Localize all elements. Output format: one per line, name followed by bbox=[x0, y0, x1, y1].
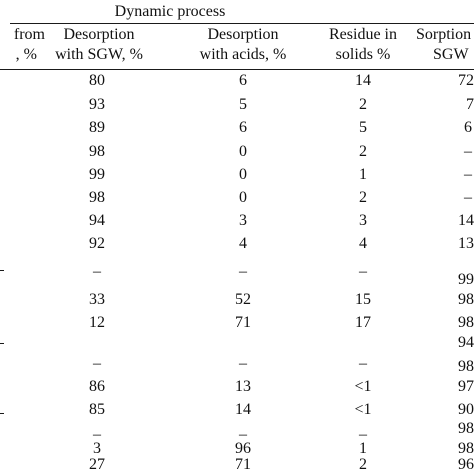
cell-acids: 4 bbox=[239, 235, 247, 252]
cell-residue: – bbox=[359, 355, 367, 372]
cell-residue: – bbox=[359, 426, 367, 443]
cell-sgw: 89 bbox=[89, 119, 105, 136]
cell-sgw: 98 bbox=[89, 143, 105, 160]
table-row bbox=[0, 291, 474, 311]
cell-sgw: 3 bbox=[93, 440, 101, 457]
cell-sorption: 14 bbox=[458, 212, 474, 229]
cell-residue: 2 bbox=[359, 456, 367, 473]
cell-residue: 2 bbox=[359, 143, 367, 160]
cell-sorption: – bbox=[464, 143, 472, 160]
cell-sorption: 90 bbox=[458, 401, 474, 418]
cell-residue: 5 bbox=[359, 119, 367, 136]
cell-acids: 0 bbox=[239, 189, 247, 206]
cell-acids: 0 bbox=[239, 143, 247, 160]
cell-residue: 2 bbox=[359, 189, 367, 206]
cell-acids: – bbox=[239, 355, 247, 372]
table-row bbox=[0, 314, 474, 334]
cell-residue: 14 bbox=[355, 72, 371, 89]
cell-residue: 17 bbox=[355, 314, 371, 331]
cell-sgw: 85 bbox=[89, 401, 105, 418]
cell-sgw: – bbox=[93, 426, 101, 443]
cell-sorption: 98 bbox=[458, 440, 474, 457]
cell-sorption: 98 bbox=[458, 291, 474, 308]
column-header-line2: solids % bbox=[335, 46, 391, 63]
cell-acids: 0 bbox=[239, 166, 247, 183]
column-header-line1: Desorption bbox=[63, 26, 135, 43]
cell-residue: 15 bbox=[355, 291, 371, 308]
table-row bbox=[0, 334, 474, 354]
cell-residue: 1 bbox=[359, 166, 367, 183]
cell-acids: 13 bbox=[235, 378, 251, 395]
cell-acids: 52 bbox=[235, 291, 251, 308]
cell-sorption: 94 bbox=[458, 334, 474, 351]
group-header-dynamic-process: Dynamic process bbox=[114, 3, 226, 20]
cell-acids: 6 bbox=[239, 119, 247, 136]
cell-sgw: 12 bbox=[89, 314, 105, 331]
cell-sorption: 7 bbox=[466, 96, 474, 113]
cell-residue: 4 bbox=[359, 235, 367, 252]
column-header-line1: from bbox=[13, 26, 45, 43]
cell-residue: 3 bbox=[359, 212, 367, 229]
cell-acids: 96 bbox=[235, 440, 251, 457]
cell-acids: – bbox=[239, 426, 247, 443]
column-header-line1: Sorption bbox=[416, 26, 472, 43]
cell-residue: – bbox=[359, 263, 367, 280]
cell-sorption: – bbox=[464, 166, 472, 183]
cell-sgw: 80 bbox=[89, 72, 105, 89]
cell-sgw: 93 bbox=[89, 96, 105, 113]
column-header-line1: Residue in bbox=[329, 26, 397, 43]
table-row bbox=[0, 355, 474, 375]
cell-residue: <1 bbox=[354, 378, 372, 395]
cell-acids: 3 bbox=[239, 212, 247, 229]
cell-sgw: 92 bbox=[89, 235, 105, 252]
cell-sorption: 98 bbox=[458, 358, 474, 375]
cell-residue: 2 bbox=[359, 96, 367, 113]
table-row bbox=[0, 378, 474, 398]
column-header-line2: , % bbox=[15, 46, 37, 63]
cell-sgw: 27 bbox=[89, 456, 105, 473]
cell-sgw: 99 bbox=[89, 166, 105, 183]
cell-sgw: – bbox=[93, 355, 101, 372]
cell-sorption: 97 bbox=[458, 378, 474, 395]
column-header-rule bbox=[0, 69, 474, 70]
table-row bbox=[0, 235, 474, 255]
column-header-line1: Desorption bbox=[207, 26, 279, 43]
table-row bbox=[0, 401, 474, 421]
table-row bbox=[0, 212, 474, 232]
cell-sorption: 72 bbox=[458, 72, 474, 89]
cell-sgw: 98 bbox=[89, 189, 105, 206]
cell-acids: 14 bbox=[235, 401, 251, 418]
cell-sorption: 98 bbox=[458, 420, 474, 437]
cell-sorption: 99 bbox=[458, 271, 474, 288]
cell-sorption: 98 bbox=[458, 314, 474, 331]
table-row bbox=[0, 189, 474, 209]
cell-acids: 6 bbox=[239, 72, 247, 89]
table-row bbox=[0, 96, 474, 116]
cell-sgw: – bbox=[93, 263, 101, 280]
table-row bbox=[0, 119, 474, 139]
cell-sorption: 13 bbox=[458, 235, 474, 252]
cell-sorption: 6 bbox=[464, 119, 472, 136]
table-row bbox=[0, 143, 474, 163]
table-row bbox=[0, 263, 474, 288]
cell-acids: 5 bbox=[239, 96, 247, 113]
group-header-rule bbox=[10, 23, 474, 24]
cell-residue: <1 bbox=[354, 401, 372, 418]
table-row bbox=[0, 166, 474, 186]
column-header-line2: SGW bbox=[433, 46, 469, 63]
cell-sorption: 96 bbox=[458, 456, 474, 473]
table-row bbox=[0, 72, 474, 92]
column-header-line2: with acids, % bbox=[199, 46, 287, 63]
cell-sgw: 86 bbox=[89, 378, 105, 395]
cell-acids: 71 bbox=[235, 314, 251, 331]
cell-sorption: – bbox=[464, 189, 472, 206]
cell-residue: 1 bbox=[359, 440, 367, 457]
cell-sgw: 94 bbox=[89, 212, 105, 229]
column-header-line2: with SGW, % bbox=[55, 46, 143, 63]
cell-acids: 71 bbox=[235, 456, 251, 473]
cell-sgw: 33 bbox=[89, 291, 105, 308]
cell-acids: – bbox=[239, 263, 247, 280]
table-row bbox=[0, 456, 474, 474]
